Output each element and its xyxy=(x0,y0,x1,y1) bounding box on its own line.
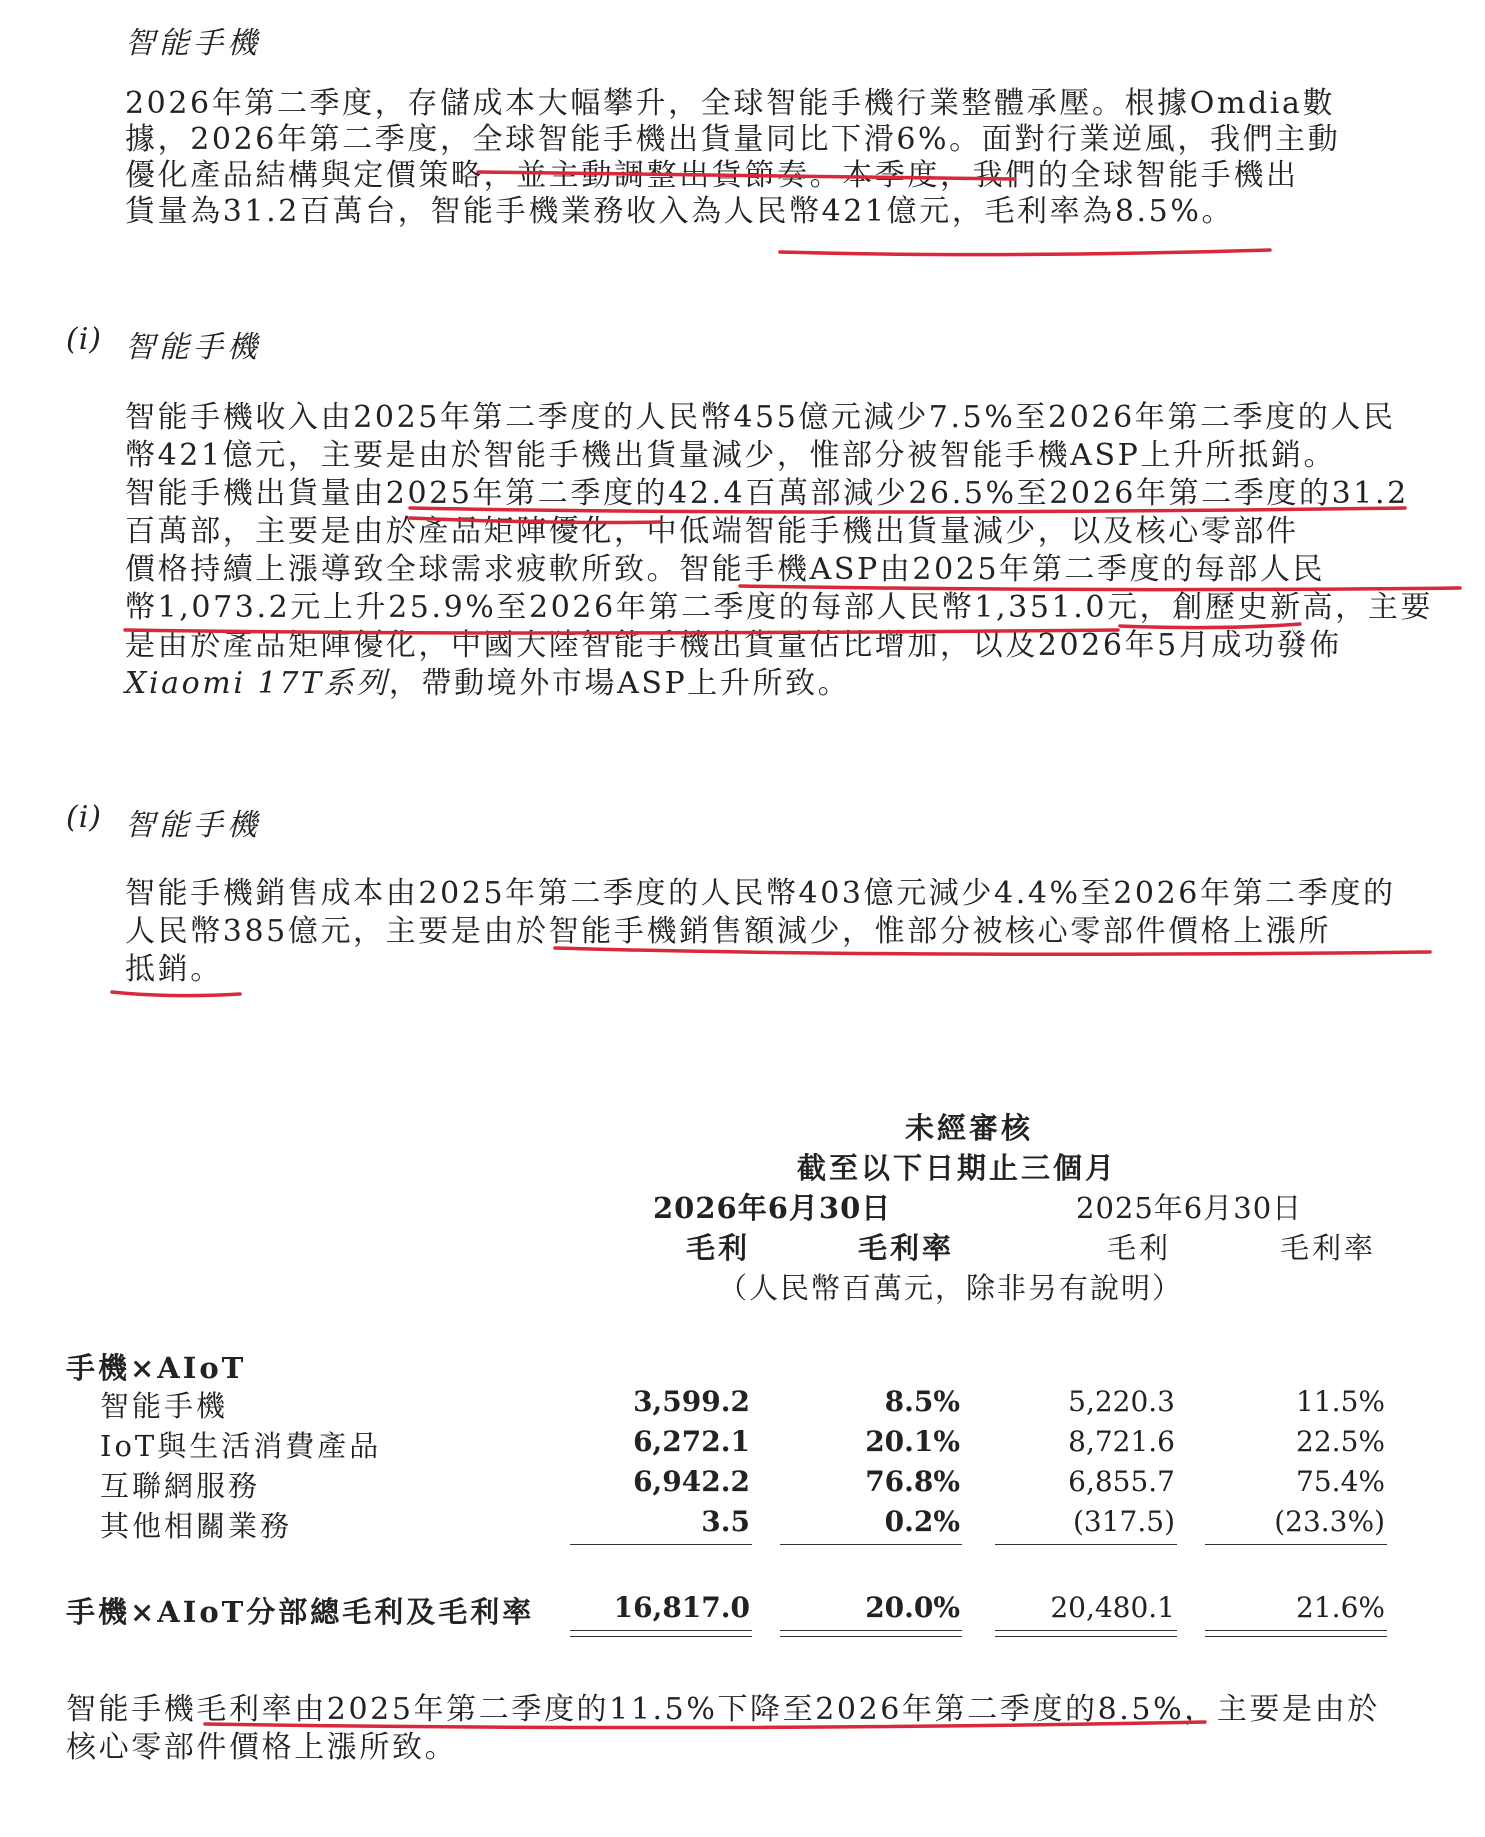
total-double-rule xyxy=(780,1636,962,1637)
col-header-gross-profit-2025: 毛利 xyxy=(1107,1231,1172,1265)
section-marker: (i) xyxy=(66,800,103,835)
col-header-margin-2026: 毛利率 xyxy=(858,1231,955,1265)
section-heading-smartphone: 智能手機 xyxy=(125,26,261,61)
section-heading-revenue: 智能手機 xyxy=(125,330,261,365)
product-name: Xiaomi 17T系列 xyxy=(125,666,389,701)
table-cell-gm-2026: 20.1% xyxy=(865,1425,960,1458)
paragraph-line: 人民幣385億元，主要是由於智能手機銷售額減少，惟部分被核心零部件價格上漲所 xyxy=(125,914,1332,949)
table-header-date-current: 2026年6月30日 xyxy=(653,1191,892,1225)
table-row-label: 其他相關業務 xyxy=(100,1509,293,1543)
table-total-gp-2025: 20,480.1 xyxy=(1050,1591,1175,1624)
total-double-rule xyxy=(570,1636,752,1637)
underline-stroke xyxy=(780,250,1270,255)
paragraph-line xyxy=(125,664,850,704)
table-cell-gp-2026: 3.5 xyxy=(701,1505,750,1538)
paragraph-line: 百萬部，主要是由於產品矩陣優化，中低端智能手機出貨量減少，以及核心零部件 xyxy=(125,514,1299,549)
paragraph-line: 智能手機銷售成本由2025年第二季度的人民幣403億元減少4.4%至2026年第二季度的 xyxy=(125,876,1396,911)
paragraph-line: 核心零部件價格上漲所致。 xyxy=(66,1730,458,1765)
table-header-unaudited: 未經審核 xyxy=(905,1111,1034,1145)
total-double-rule xyxy=(780,1630,962,1631)
table-row-label: 互聯網服務 xyxy=(100,1469,261,1503)
paragraph-line: 智能手機收入由2025年第二季度的人民幣455億元減少7.5%至2026年第二季度的人民 xyxy=(125,400,1396,435)
col-header-margin-2025: 毛利率 xyxy=(1280,1231,1377,1265)
table-cell-gp-2025: 6,855.7 xyxy=(1068,1465,1175,1498)
paragraph-line: 2026年第二季度，存儲成本大幅攀升，全球智能手機行業整體承壓。根據Omdia數 xyxy=(125,86,1336,121)
table-total-gm-2025: 21.6% xyxy=(1296,1591,1385,1624)
total-double-rule xyxy=(995,1636,1177,1637)
total-double-rule xyxy=(1205,1630,1387,1631)
table-cell-gp-2025: (317.5) xyxy=(1072,1505,1175,1538)
total-double-rule xyxy=(570,1630,752,1631)
table-cell-gp-2026: 3,599.2 xyxy=(633,1385,750,1418)
table-group-label: 手機×AIoT xyxy=(66,1351,247,1385)
table-total-gp-2026: 16,817.0 xyxy=(613,1591,750,1624)
table-cell-gm-2026: 8.5% xyxy=(884,1385,960,1418)
table-cell-gm-2025: 22.5% xyxy=(1296,1425,1385,1458)
table-header-period: 截至以下日期止三個月 xyxy=(797,1151,1118,1185)
paragraph-line: 優化產品結構與定價策略，並主動調整出貨節奏。本季度，我們的全球智能手機出 xyxy=(125,158,1299,193)
table-cell-gm-2025: (23.3%) xyxy=(1274,1505,1385,1538)
table-header-date-prior: 2025年6月30日 xyxy=(1076,1191,1303,1225)
table-cell-gm-2025: 75.4% xyxy=(1296,1465,1385,1498)
paragraph-line: 智能手機出貨量由2025年第二季度的42.4百萬部減少26.5%至2026年第二季度的31.2 xyxy=(125,476,1409,511)
paragraph-line: 幣1,073.2元上升25.9%至2026年第二季度的每部人民幣1,351.0元，創歷史新高，主要 xyxy=(125,590,1434,625)
total-double-rule xyxy=(995,1630,1177,1631)
subtotal-rule xyxy=(1205,1544,1387,1545)
subtotal-rule xyxy=(995,1544,1177,1545)
paragraph-line: 抵銷。 xyxy=(125,952,223,987)
underline-stroke xyxy=(112,992,240,996)
table-row-label: 智能手機 xyxy=(100,1389,229,1423)
section-heading-cost: 智能手機 xyxy=(125,808,261,843)
table-total-label: 手機×AIoT分部總毛利及毛利率 xyxy=(66,1595,535,1629)
table-cell-gp-2025: 8,721.6 xyxy=(1068,1425,1175,1458)
subtotal-rule xyxy=(570,1544,752,1545)
total-double-rule xyxy=(1205,1636,1387,1637)
paragraph-line: 是由於產品矩陣優化，中國大陸智能手機出貨量佔比增加，以及2026年5月成功發佈 xyxy=(125,628,1342,663)
paragraph-line-rest: ，帶動境外市場ASP上升所致。 xyxy=(388,666,851,701)
paragraph-line: 價格持續上漲導致全球需求疲軟所致。智能手機ASP由2025年第二季度的每部人民 xyxy=(125,552,1326,587)
table-cell-gm-2026: 0.2% xyxy=(884,1505,960,1538)
table-cell-gp-2026: 6,942.2 xyxy=(633,1465,750,1498)
subtotal-rule xyxy=(780,1544,962,1545)
table-cell-gm-2026: 76.8% xyxy=(865,1465,960,1498)
table-row-label: IoT與生活消費產品 xyxy=(100,1429,382,1463)
table-total-gm-2026: 20.0% xyxy=(865,1591,960,1624)
paragraph-line: 據，2026年第二季度，全球智能手機出貨量同比下滑6%。面對行業逆風，我們主動 xyxy=(125,122,1341,157)
table-cell-gp-2026: 6,272.1 xyxy=(633,1425,750,1458)
paragraph-line: 智能手機毛利率由2025年第二季度的11.5%下降至2026年第二季度的8.5%，主要是由於 xyxy=(66,1692,1380,1727)
paragraph-line: 貨量為31.2百萬台，智能手機業務收入為人民幣421億元，毛利率為8.5%。 xyxy=(125,194,1235,229)
table-cell-gm-2025: 11.5% xyxy=(1296,1385,1385,1418)
table-unit-note: （人民幣百萬元，除非另有說明） xyxy=(718,1271,1184,1305)
table-cell-gp-2025: 5,220.3 xyxy=(1068,1385,1175,1418)
paragraph-line: 幣421億元，主要是由於智能手機出貨量減少，惟部分被智能手機ASP上升所抵銷。 xyxy=(125,438,1337,473)
section-marker: (i) xyxy=(66,322,103,357)
col-header-gross-profit-2026: 毛利 xyxy=(686,1231,751,1265)
